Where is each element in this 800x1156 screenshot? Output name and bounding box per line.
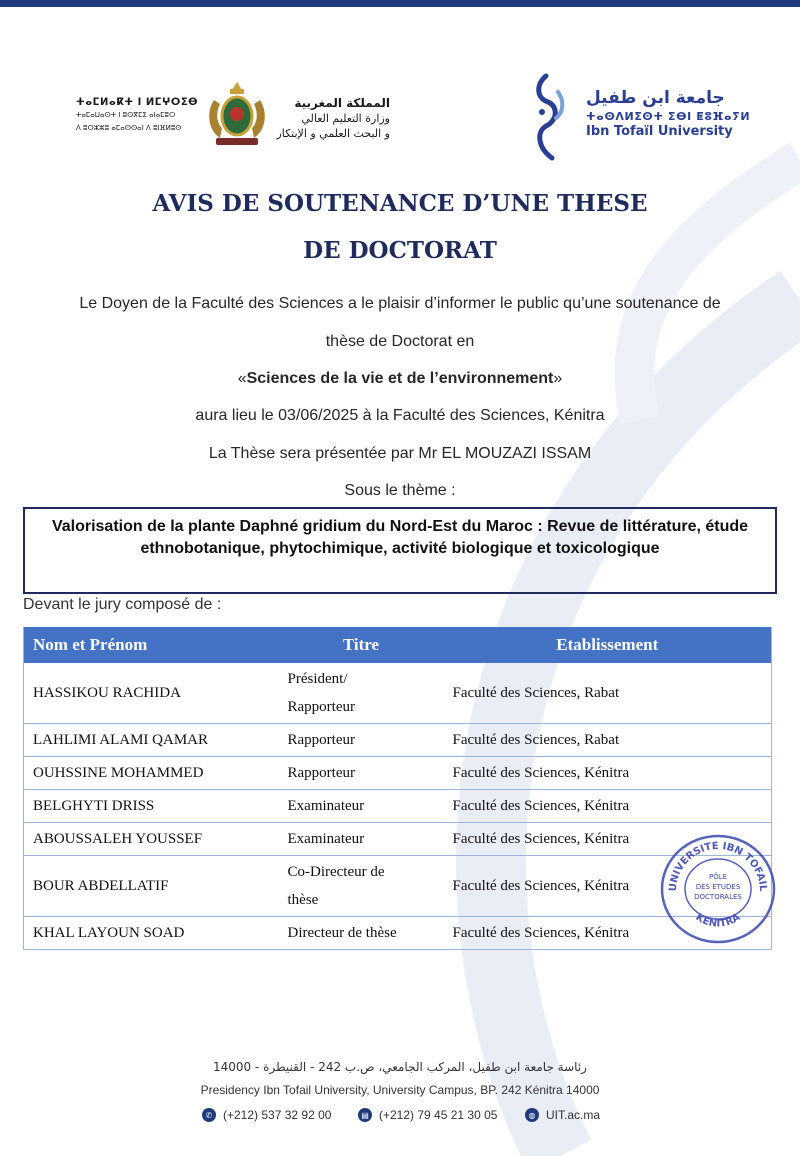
phone-number: (+212) 537 32 92 00 (223, 1108, 332, 1122)
discipline-line (0, 370, 800, 388)
university-name-block (586, 88, 766, 139)
tifinagh-line-3: ⴷ ⵓⵔⵣⵣⵓ ⴰⵎⴰⵙⵙⴰⵏ ⴷ ⵓⵏⴼⵍⵓⵙ (76, 124, 182, 132)
jury-name: LAHLIMI ALAMI QAMAR (24, 724, 279, 757)
seal-center-line-3: DOCTORALES (694, 893, 742, 901)
jury-title: Examinateur (279, 790, 444, 823)
university-name-tifinagh: ⵜⴰⵙⴷⵍⵉⵙⵜ ⵉⴱⵏ ⵟⵓⴼⴰⵢⵍ (586, 110, 751, 123)
doctoral-school-seal (656, 829, 780, 947)
jury-name: HASSIKOU RACHIDA (24, 663, 279, 724)
seal-center-line-2: DES ETUDES (695, 883, 741, 891)
arabic-line-3: و البحث العلمي و الإبتكار (276, 127, 390, 140)
jury-name: BELGHYTI DRISS (24, 790, 279, 823)
header-institution: Etablissement (444, 627, 772, 663)
defense-date-line: aura lieu le 03/06/2025 à la Faculté des Sciences, Kénitra (195, 407, 605, 424)
fax-icon: ▤ (358, 1108, 372, 1122)
seal-bottom-text: KENITRA (693, 911, 743, 930)
ministry-arabic-text (250, 96, 390, 141)
document-title-line-2: DE DOCTORAT (303, 237, 497, 264)
phone-icon: ✆ (202, 1108, 216, 1122)
jury-title: Rapporteur (279, 724, 444, 757)
globe-icon: ◍ (525, 1108, 539, 1122)
university-logo-icon (528, 72, 572, 162)
seal-center-line-1: PÔLE (708, 873, 728, 881)
jury-title: Rapporteur (279, 757, 444, 790)
university-name-arabic: جامعة ابن طفيل (586, 88, 725, 108)
jury-title: Examinateur (279, 823, 444, 856)
jury-name: ABOUSSALEH YOUSSEF (24, 823, 279, 856)
ministry-tifinagh-text (76, 96, 206, 135)
intro-text-line-1: Le Doyen de la Faculté des Sciences a le plaisir d’informer le public qu’une soutenance de (79, 295, 721, 312)
jury-name: OUHSSINE MOHAMMED (24, 757, 279, 790)
jury-title (279, 856, 444, 917)
arabic-line-2: وزارة التعليم العالي (301, 112, 390, 125)
seal-top-text: UNIVERSITE IBN TOFAIL (667, 840, 769, 892)
jury-name: BOUR ABDELLATIF (24, 856, 279, 917)
jury-title-line-2: Rapporteur (287, 699, 355, 715)
discipline-name: Sciences de la vie et de l’environnement (246, 370, 554, 387)
footer-website[interactable] (525, 1108, 600, 1122)
table-row (24, 663, 772, 724)
header-title: Titre (279, 627, 444, 663)
quote-open: « (237, 370, 247, 387)
intro-text-line-2: thèse de Doctorat en (325, 333, 475, 350)
fax-number: (+212) 79 45 21 30 05 (379, 1108, 498, 1122)
arabic-line-1: المملكة المغربية (294, 96, 390, 110)
jury-label: Devant le jury composé de : (23, 596, 222, 613)
jury-institution: Faculté des Sciences, Kénitra (444, 823, 772, 856)
jury-institution: Faculté des Sciences, Kénitra (444, 917, 772, 950)
jury-institution: Faculté des Sciences, Rabat (444, 663, 772, 724)
footer-address-arabic: رئاسة جامعة ابن طفيل، المركب الجامعي، ص.ب 242 - القنيطرة - 14000 (213, 1060, 587, 1074)
quote-close: » (553, 370, 563, 387)
footer-address-english: Presidency Ibn Tofail University, University Campus, BP. 242 Kénitra 14000 (200, 1083, 600, 1097)
jury-title: Directeur de thèse (279, 917, 444, 950)
jury-institution: Faculté des Sciences, Kénitra (444, 757, 772, 790)
header-name: Nom et Prénom (24, 627, 279, 663)
svg-text:KENITRA (694, 912, 743, 930)
table-row (24, 757, 772, 790)
theme-label: Sous le thème : (344, 482, 456, 499)
tifinagh-line-1: ⵜⴰⵎⵍⴰⴽⵜ ⵏ ⵍⵎⵖⵔⵉⴱ (76, 97, 199, 108)
jury-name: KHAL LAYOUN SOAD (24, 917, 279, 950)
website-link[interactable]: UIT.ac.ma (546, 1108, 601, 1122)
table-row (24, 790, 772, 823)
jury-institution: Faculté des Sciences, Rabat (444, 724, 772, 757)
jury-title-line-1: Président/ (287, 671, 348, 687)
top-accent-bar (0, 0, 800, 7)
footer-phone (202, 1108, 331, 1122)
presenter-line: La Thèse sera présentée par Mr EL MOUZAZI ISSAM (208, 445, 592, 462)
jury-institution: Faculté des Sciences, Kénitra (444, 856, 772, 917)
tifinagh-line-2: ⵜⴰⵎⴰⵡⴰⵙⵜ ⵏ ⵓⵙⴳⵎⵉ ⴰⵏⴰⵎⵓⵔ (76, 111, 176, 119)
jury-title-line-2: thèse (287, 892, 319, 908)
footer-fax (358, 1108, 497, 1122)
table-row (24, 724, 772, 757)
university-name-english: Ibn Tofaïl University (586, 124, 733, 139)
jury-table-header (24, 627, 772, 663)
jury-title (279, 663, 444, 724)
jury-institution: Faculté des Sciences, Kénitra (444, 790, 772, 823)
jury-title-line-1: Co-Directeur de (287, 864, 385, 880)
document-title-line-1: AVIS DE SOUTENANCE D’UNE THESE (152, 190, 648, 217)
thesis-theme-box: Valorisation de la plante Daphné gridium du Nord-Est du Maroc : Revue de littérature, étude ethnobotanique, phytochimique, activité biologique et toxicologique (23, 507, 777, 594)
